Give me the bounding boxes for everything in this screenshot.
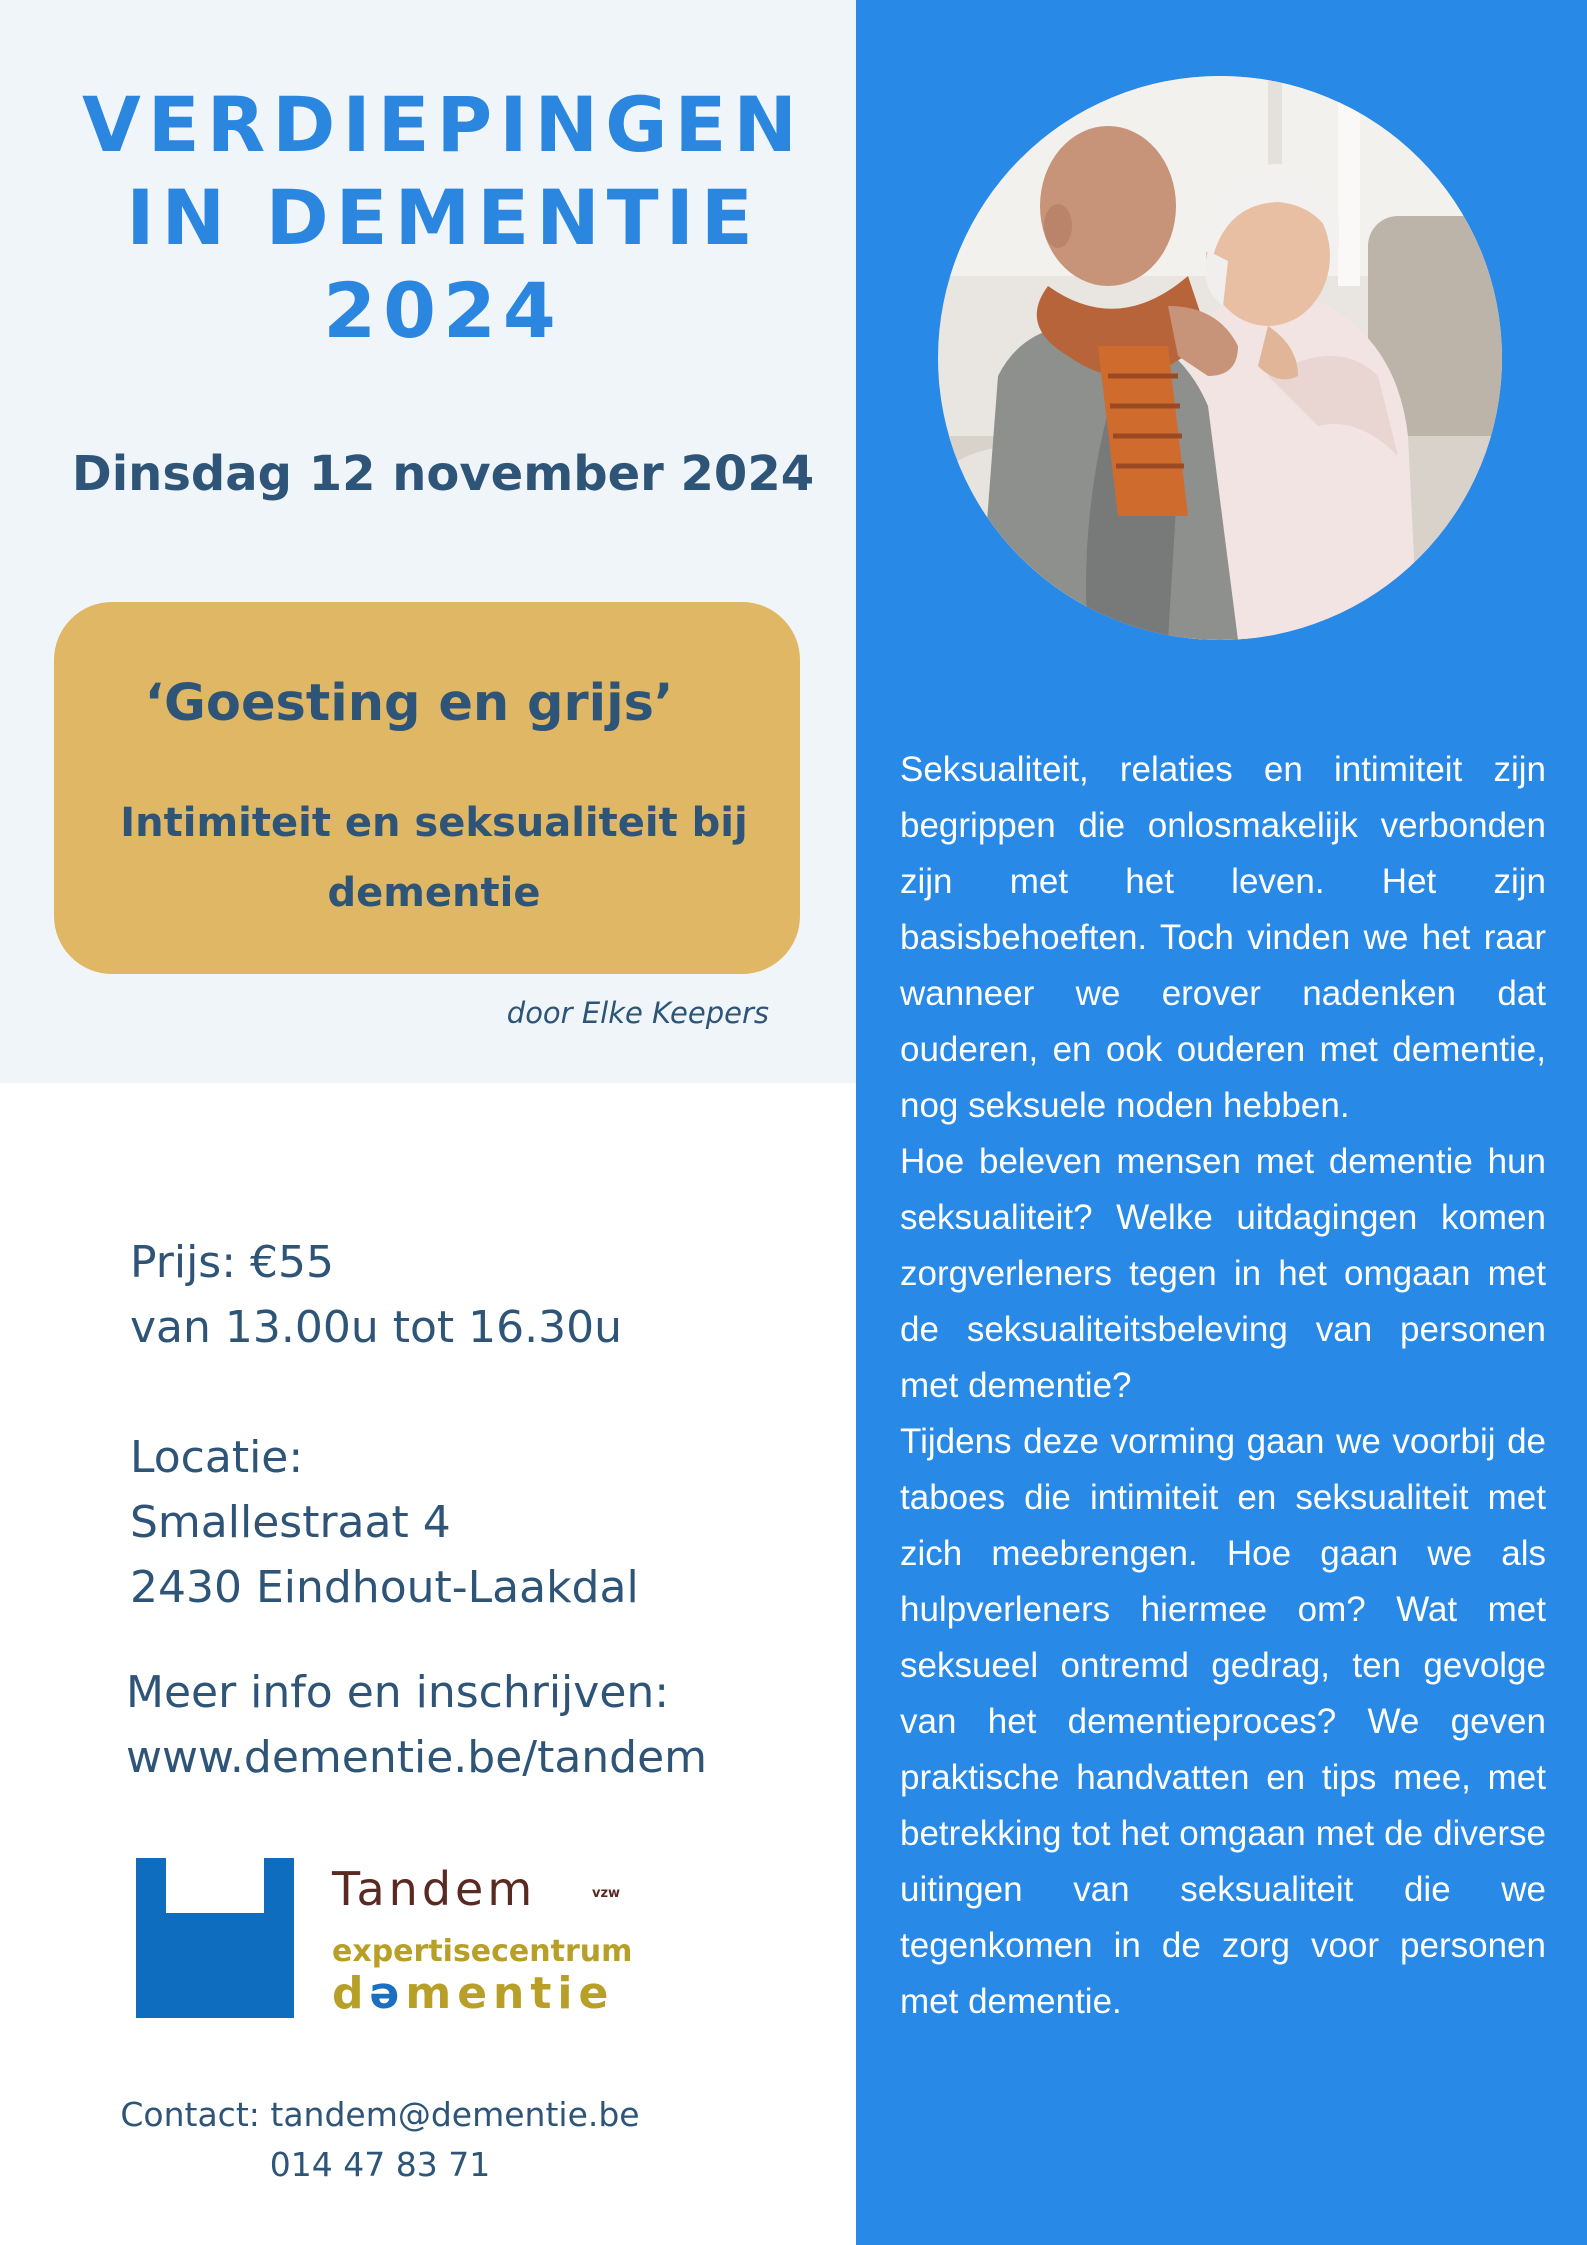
location-street: Smallestraat 4 <box>130 1497 451 1548</box>
tandem-logo-mark-icon <box>136 1858 294 2018</box>
elderly-couple-illustration-icon <box>938 76 1502 640</box>
description-paragraph-3: Tijdens deze vorming gaan we voorbij de taboes die intimiteit en seksualiteit met zich meebrengen. Hoe gaan we als hulpverleners hiermee om? Wat met seksueel ontremd gedrag, ten gevolge van het dementieproces? We geven praktische handvatten en tips mee, met betrekking tot het omgaan met de diverse uitingen van seksualiteit die we tegenkomen in de zorg voor personen met dementie. <box>900 1422 1546 2021</box>
contact-phone: 014 47 83 71 <box>269 2145 491 2184</box>
info-block <box>126 1660 707 1790</box>
logo-dementie <box>332 1968 614 2019</box>
topic-subtitle-line-2: dementie <box>327 870 541 916</box>
author-credit: door Elke Keepers <box>506 996 769 1030</box>
topic-subtitle-line-1: Intimiteit en seksualiteit bij <box>120 800 748 846</box>
title-line-1: VERDIEPINGEN <box>81 80 805 169</box>
page-title <box>0 78 886 357</box>
logo-dementie-d: d <box>332 1968 370 2019</box>
title-line-3: 2024 <box>323 266 563 355</box>
price: Prijs: €55 <box>130 1237 335 1288</box>
event-description <box>900 742 1546 2030</box>
logo-vzw: vzw <box>592 1886 621 1901</box>
title-line-2: IN DEMENTIE <box>126 173 760 262</box>
tandem-logo <box>136 1858 656 2022</box>
description-paragraph-1: Seksualiteit, relaties en intimiteit zijn begrippen die onlosmakelijk verbonden zijn met het leven. Het zijn basisbehoeften. Toch vinden we het raar wanneer we erover nadenken dat ouderen, en ook ouderen met dementie, nog seksuele noden hebben. <box>900 750 1546 1125</box>
contact-block <box>100 2090 660 2190</box>
price-time-block <box>130 1230 622 1360</box>
info-label: Meer info en inschrijven: <box>126 1667 670 1718</box>
topic-subtitle <box>94 788 774 928</box>
description-paragraph-2: Hoe beleven mensen met dementie hun seksualiteit? Welke uitdagingen komen zorgverleners tegen in het omgaan met de seksualiteitsbeleving van personen met dementie? <box>900 1142 1546 1405</box>
location-label: Locatie: <box>130 1432 304 1483</box>
event-date: Dinsdag 12 november 2024 <box>71 446 815 502</box>
location-block <box>130 1425 639 1620</box>
location-city: 2430 Eindhout-Laakdal <box>130 1562 639 1613</box>
couple-photo <box>938 76 1502 640</box>
logo-dementie-rest: mentie <box>405 1968 615 2019</box>
topic-box <box>54 602 800 974</box>
logo-name: Tandem <box>332 1862 537 1916</box>
logo-dementie-e: ə <box>369 1968 406 2019</box>
contact-email[interactable]: Contact: tandem@dementie.be <box>120 2095 640 2134</box>
topic-title: ‘Goesting en grijs’ <box>144 674 674 733</box>
time: van 13.00u tot 16.30u <box>130 1302 622 1353</box>
logo-expertisecentrum: expertisecentrum <box>332 1934 633 1969</box>
info-url[interactable]: www.dementie.be/tandem <box>126 1732 708 1783</box>
